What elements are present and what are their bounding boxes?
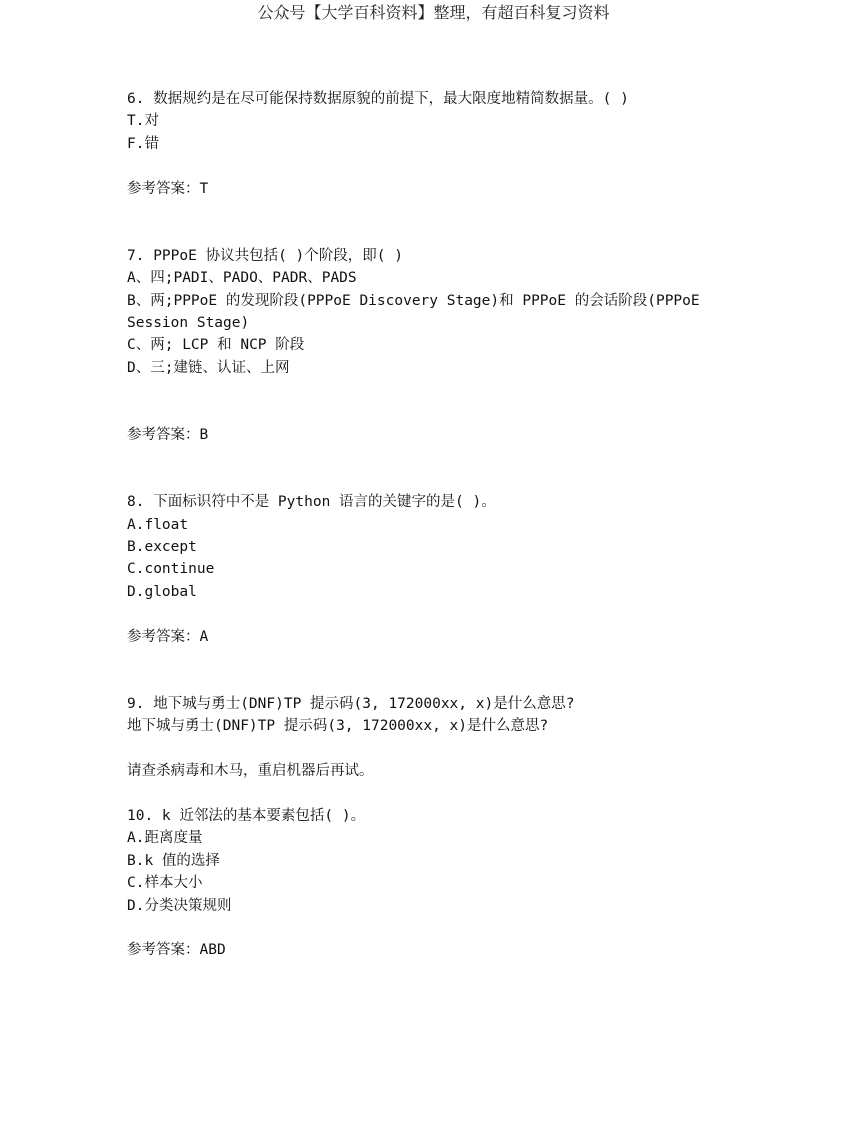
option-f: F.错 — [127, 135, 159, 152]
option-c: C.continue — [127, 561, 215, 578]
question-10 — [127, 805, 727, 962]
question-6 — [127, 88, 727, 200]
question-stem: 7. PPPoE 协议共包括( )个阶段，即( ) — [127, 247, 403, 264]
question-8 — [127, 491, 727, 648]
question-7 — [127, 245, 727, 447]
page-header: 公众号【大学百科资料】整理，有超百科复习资料 — [257, 3, 610, 22]
question-stem: 6. 数据规约是在尽可能保持数据原貌的前提下，最大限度地精简数据量。( ) — [127, 91, 629, 107]
question-stem: 9. 地下城与勇士(DNF)TP 提示码(3, 172000xx, x)是什么意思? — [127, 695, 575, 712]
document-body — [127, 88, 727, 962]
option-t: T.对 — [127, 113, 159, 130]
question-stem: 10. k 近邻法的基本要素包括( )。 — [127, 807, 366, 824]
option-a: A.float — [127, 516, 189, 533]
option-d: D、三;建链、认证、上网 — [127, 359, 290, 376]
option-b: B、两;PPPoE 的发现阶段(PPPoE Discovery Stage)和 PPPoE 的会话阶段(PPPoE — [127, 292, 700, 309]
option-b: B.except — [127, 539, 197, 556]
option-c: C.样本大小 — [127, 875, 203, 892]
question-body: 地下城与勇士(DNF)TP 提示码(3, 172000xx, x)是什么意思? — [127, 718, 549, 735]
question-stem: 8. 下面标识符中不是 Python 语言的关键字的是( )。 — [127, 494, 496, 511]
answer-text: 请查杀病毒和木马，重启机器后再试。 — [127, 763, 374, 780]
option-d: D.global — [127, 583, 197, 600]
answer-text: 参考答案：T — [127, 180, 209, 197]
answer-text: 参考答案：ABD — [127, 942, 226, 959]
option-a: A、四;PADI、PADO、PADR、PADS — [127, 270, 357, 287]
answer-text: 参考答案：B — [127, 427, 209, 444]
answer-text: 参考答案：A — [127, 628, 209, 645]
option-d: D.分类决策规则 — [127, 897, 232, 914]
option-b: B.k 值的选择 — [127, 852, 220, 869]
option-b-continued: Session Stage) — [127, 315, 250, 332]
question-9 — [127, 693, 727, 783]
option-c: C、两; LCP 和 NCP 阶段 — [127, 337, 305, 354]
option-a: A.距离度量 — [127, 830, 203, 847]
